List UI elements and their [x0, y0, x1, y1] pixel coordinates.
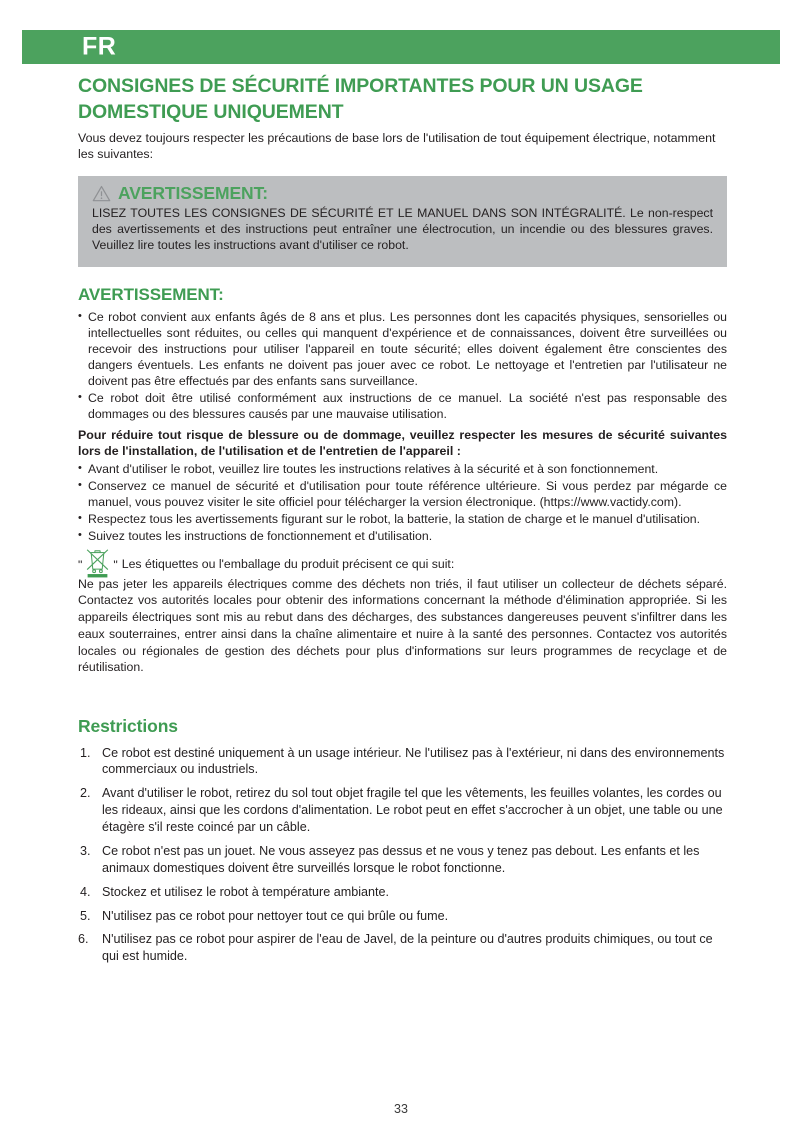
list-item: Stockez et utilisez le robot à température ambiante.: [102, 884, 390, 899]
weee-quote-right: ": [113, 558, 118, 573]
page-number: 33: [394, 1102, 408, 1116]
warning-section-heading: AVERTISSEMENT:: [78, 284, 224, 304]
language-code-label: FR: [82, 32, 117, 61]
warning-callout-header: [92, 185, 713, 203]
list-item: • Avant d'utiliser le robot, veuillez lire toutes les instructions relatives à la sécurité et à son fonctionnement.: [78, 462, 727, 478]
weee-label-text: Les étiquettes ou l'emballage du produit précisent ce qui suit:: [121, 556, 455, 571]
crossed-out-wheeled-bin-icon: [83, 546, 112, 578]
list-item: Ce robot est destiné uniquement à un usage intérieur. Ne l'utilisez pas à l'extérieur, ni dans des environnements commerciaux ou industriels.: [102, 745, 725, 777]
warning-bullet-list: [78, 310, 727, 423]
warning-bold-note: Pour réduire tout risque de blessure ou de dommage, veuillez respecter les mesures de sécurité suivantes lors de l'installation, de l'utilisation et de l'entretien de l'appareil :: [78, 427, 727, 458]
weee-icon-line: [78, 552, 727, 574]
page-title: CONSIGNES DE SÉCURITÉ IMPORTANTES POUR UN USAGE DOMESTIQUE UNIQUEMENT: [78, 75, 643, 123]
restrictions-list: [78, 745, 727, 966]
intro-paragraph: Vous devez toujours respecter les précautions de base lors de l'utilisation de tout équipement électrique, notamment les suivantes:: [78, 131, 716, 162]
warning-callout-body: LISEZ TOUTES LES CONSIGNES DE SÉCURITÉ ET LE MANUEL DANS SON INTÉGRALITÉ. Le non-respect des avertissements et des instructions peut entraîner une électrocution, un incendie ou des blessures graves. Veuillez lire toutes les instructions avant d'utiliser ce robot.: [92, 205, 713, 252]
language-header-bar: [22, 30, 780, 64]
weee-disposal-block: [78, 552, 727, 676]
list-item: • Ce robot convient aux enfants âgés de 8 ans et plus. Les personnes dont les capacités physiques, sensorielles ou intellectuelles sont réduites, ou celles qui manquent d'expérience et de connaissances, doivent être surveillées ou recevoir des instructions pour utiliser l'appareil en toute sécurité; elles doivent également être conscientes des dangers éventuels. Les enfants ne doivent pas jouer avec ce robot. Le nettoyage et l'entretien par l'utilisateur ne doivent pas être effectués par des enfants sans surveillance.: [78, 310, 727, 390]
warning-callout-title: AVERTISSEMENT:: [118, 183, 268, 204]
warning-triangle-icon: [92, 185, 111, 202]
list-item: Ce robot n'est pas un jouet. Ne vous asseyez pas dessus et ne vous y tenez pas debout. Les enfants et les animaux domestiques doivent être surveillés lorsque le robot fonctionne.: [102, 843, 700, 875]
weee-paragraph: Ne pas jeter les appareils électriques comme des déchets non triés, il faut utiliser un collecteur de déchets séparé. Contactez vos autorités locales pour obtenir des informations concernant la méthode d'élimination appropriée. Si les appareils électriques sont mis au rebut dans des décharges, des substances dangereuses peuvent s'infiltrer dans les eaux souterraines, entrer ainsi dans la chaîne alimentaire et nuire à la santé des personnes. Contactez vos autorités locales ou régionales de gestion des déchets pour plus d'informations sur leurs programmes de recyclage et de réutilisation.: [78, 576, 727, 675]
warning-callout-box: [78, 176, 727, 266]
restrictions-heading: Restrictions: [78, 716, 178, 737]
page-content: [78, 74, 727, 972]
list-item: Avant d'utiliser le robot, retirez du sol tout objet fragile tel que les vêtements, les feuilles volantes, les cordes ou les rideaux, ainsi que les cordons d'alimentation. Le robot peut en effet s'accrocher à un objet, une table ou une étagère s'il reste coincé par un câble.: [102, 786, 723, 835]
weee-quote-left: ": [78, 558, 83, 573]
warning-bullet-list-secondary: [78, 462, 727, 545]
list-item: • Ce robot doit être utilisé conformément aux instructions de ce manuel. La société n'est pas responsable des dommages ou des blessures causés par une mauvaise utilisation.: [78, 391, 727, 423]
list-item: N'utilisez pas ce robot pour nettoyer tout ce qui brûle ou fume.: [102, 908, 449, 923]
list-item: • Respectez tous les avertissements figurant sur le robot, la batterie, la station de charge et le manuel d'utilisation.: [78, 512, 727, 528]
list-item: • Conservez ce manuel de sécurité et d'utilisation pour toute référence ultérieure. Si vous perdez par mégarde ce manuel, vous pouvez visiter le site officiel pour télécharger la version électronique. (https://www.vactidy.com).: [78, 479, 727, 511]
list-item: N'utilisez pas ce robot pour aspirer de l'eau de Javel, de la peinture ou d'autres produits chimiques, ou tout ce qui est humide.: [102, 932, 713, 964]
list-item: • Suivez toutes les instructions de fonctionnement et d'utilisation.: [78, 529, 727, 545]
